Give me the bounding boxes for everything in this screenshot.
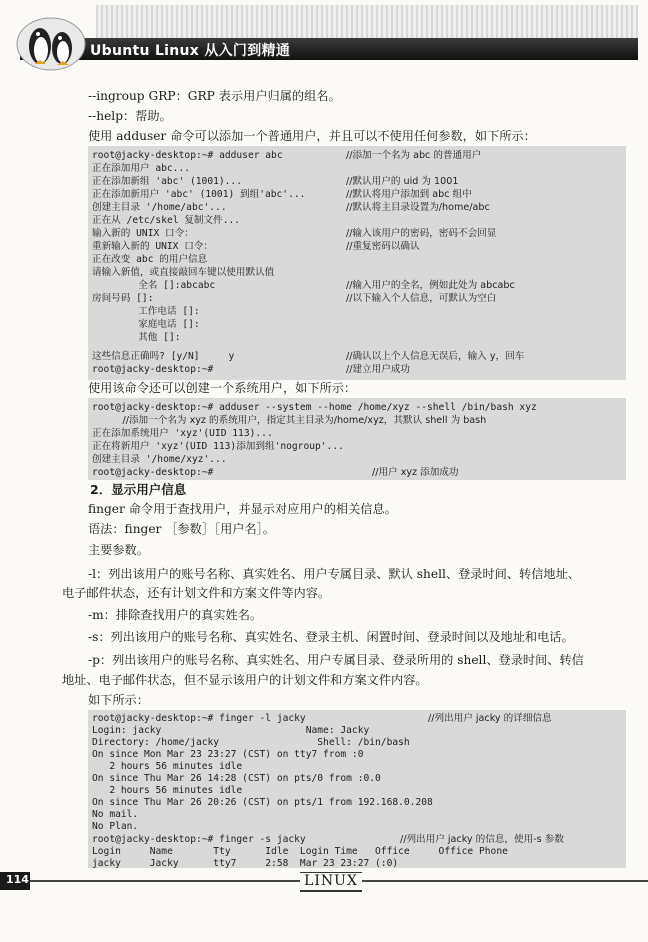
page-number: 114 [6, 873, 29, 886]
code-line: 创建主目录 '/home/xyz'... [92, 454, 227, 465]
code-comment: //添加一个名为 abc 的普通用户 [346, 150, 482, 161]
code-line: On since Thu Mar 26 20:26 (CST) on pts/1 from 192.168.0.208 [92, 797, 433, 808]
code-comment: //默认将主目录设置为/home/abc [346, 202, 490, 213]
ingroup-option: --ingroup GRP：GRP 表示用户归属的组名。 [88, 89, 341, 103]
code-line: 其他 []: [92, 332, 181, 343]
code-block-system-user [88, 398, 626, 480]
option-p-line2: 地址、电子邮件状态，但不显示该用户的计划文件和方案文件内容。 [62, 673, 428, 687]
code-line: root@jacky-desktop:~# finger -s jacky [92, 834, 306, 845]
header-texture [96, 5, 638, 38]
help-option: --help：帮助。 [88, 109, 172, 123]
params-heading: 主要参数。 [88, 543, 149, 557]
code-line: root@jacky-desktop:~# adduser abc [92, 150, 283, 161]
code-line: 正在改变 abc 的用户信息 [92, 254, 208, 265]
code-line: 请输入新值，或直接敲回车键以使用默认值 [92, 267, 275, 278]
code-comment: //用户 xyz 添加成功 [372, 467, 459, 478]
code-line: Login Name Tty Idle Login Time Office Office Phone [92, 846, 508, 857]
code-line: 正在添加用户 abc... [92, 163, 190, 174]
code-line: No Plan. [92, 821, 139, 832]
option-l-line1: -l：列出该用户的账号名称、真实姓名、用户专属目录、默认 shell、登录时间、转信地址、 [88, 567, 580, 581]
code-line: 正在从 /etc/skel 复制文件... [92, 215, 241, 226]
example-intro: 如下所示： [88, 693, 149, 707]
penguin-mascot-icon [14, 14, 88, 72]
code-line: 工作电话 []: [92, 306, 200, 317]
code-line: root@jacky-desktop:~# adduser --system --home /home/xyz --shell /bin/bash xyz [92, 402, 537, 413]
code-comment: //列出用户 jacky 的详细信息 [428, 713, 552, 724]
code-line: jacky Jacky tty7 2:58 Mar 23 23:27 (:0) [92, 858, 399, 869]
code-line: 输入新的 UNIX 口令： [92, 228, 194, 239]
code-line: 正在添加新用户 'abc' (1001) 到组'abc'... [92, 189, 306, 200]
adduser-intro: 使用 adduser 命令可以添加一个普通用户，并且可以不使用任何参数，如下所示： [88, 129, 536, 143]
code-line: 正在将新用户 'xyz'(UID 113)添加到组'nogroup'... [92, 441, 344, 452]
section-title: 2．显示用户信息 [90, 482, 187, 497]
code-line: No mail. [92, 809, 139, 820]
code-comment: //确认以上个人信息无误后，输入 y，回车 [346, 351, 525, 362]
linux-logo: LINUX [300, 872, 362, 892]
code-line: Directory: /home/jacky Shell: /bin/bash [92, 737, 410, 748]
code-comment: //输入该用户的密码，密码不会回显 [346, 228, 497, 239]
code-line: root@jacky-desktop:~# [92, 467, 214, 478]
code-line: 家庭电话 []: [92, 319, 200, 330]
code-line: 正在添加系统用户 'xyz'(UID 113)... [92, 428, 273, 439]
header-title: Ubuntu Linux 从入门到精通 [90, 43, 291, 59]
code-comment: //以下输入个人信息，可默认为空白 [346, 293, 497, 304]
option-l-line2: 电子邮件状态，还有计划文件和方案文件等内容。 [62, 586, 331, 600]
code-line: On since Thu Mar 26 14:28 (CST) on pts/0 from :0.0 [92, 773, 381, 784]
code-comment: //建立用户成功 [346, 364, 411, 375]
code-line: 2 hours 56 minutes idle [92, 761, 243, 772]
code-line: 房间号码 []: [92, 293, 154, 304]
code-line: 全名 []:abcabc [92, 280, 216, 291]
option-m: -m：排除查找用户的真实姓名。 [88, 608, 263, 622]
code-line: 重新输入新的 UNIX 口令： [92, 241, 213, 252]
code-line: 这些信息正确吗? [y/N] y [92, 351, 235, 362]
code-line: Login: jacky Name: Jacky [92, 725, 370, 736]
code-comment: //列出用户 jacky 的信息，使用-s 参数 [400, 834, 564, 845]
code-comment: //默认用户的 uid 为 1001 [346, 176, 459, 187]
code-comment: //输入用户的全名，例如此处为 abcabc [346, 280, 515, 291]
code-line: root@jacky-desktop:~# finger -l jacky [92, 713, 306, 724]
code-line: On since Mon Mar 23 23:27 (CST) on tty7 from :0 [92, 749, 364, 760]
code-comment: //重复密码以确认 [346, 241, 420, 252]
code-comment: //默认将用户添加到 abc 组中 [346, 189, 472, 200]
code-block-finger [88, 710, 626, 868]
code-line: //添加一个名为 xyz 的系统用户，指定其主目录为/home/xyz，其默认 shell 为 bash [92, 415, 487, 426]
system-user-intro: 使用该命令还可以创建一个系统用户，如下所示： [88, 381, 357, 395]
option-s: -s：列出该用户的账号名称、真实姓名、登录主机、闲置时间、登录时间以及地址和电话。 [88, 630, 574, 644]
finger-syntax: 语法：finger ［参数］［用户名］。 [88, 522, 275, 536]
code-line: 创建主目录 '/home/abc'... [92, 202, 227, 213]
code-line: 正在添加新组 'abc' (1001)... [92, 176, 242, 187]
code-line: root@jacky-desktop:~# [92, 364, 214, 375]
finger-description: finger 命令用于查找用户，并显示对应用户的相关信息。 [88, 502, 397, 516]
code-block-adduser [88, 146, 626, 380]
code-line: 2 hours 56 minutes idle [92, 785, 243, 796]
option-p-line1: -p：列出该用户的账号名称、真实姓名、用户专属目录、登录所用的 shell、登录时间、转信 [88, 653, 584, 667]
